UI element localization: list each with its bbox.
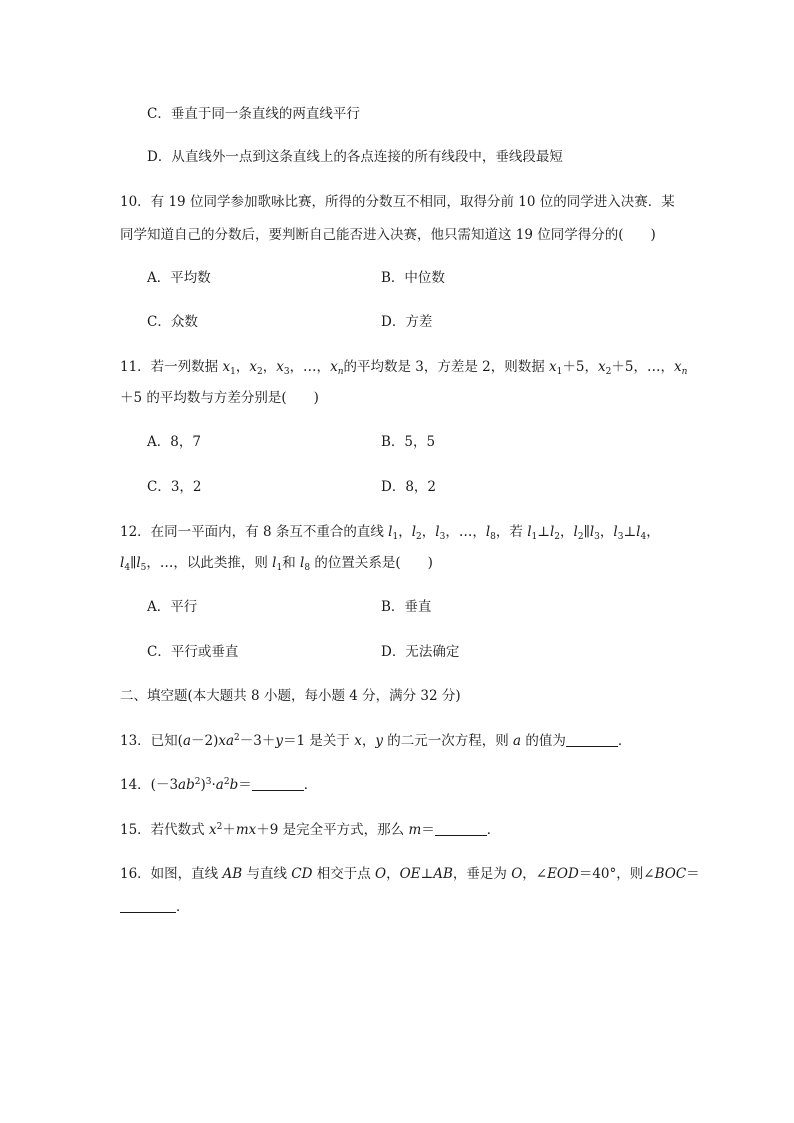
- q10-text-line1: 10．有 19 位同学参加歌咏比赛，所得的分数互不相同，取得分前 10 位的同学进入决赛．某: [120, 194, 675, 210]
- q11-text-line2: ＋5 的平均数与方差分别是( ): [120, 390, 319, 406]
- q9-option-c: C．垂直于同一条直线的两直线平行: [147, 106, 360, 122]
- q10-option-c: C．众数: [147, 314, 198, 330]
- q9-option-d: D．从直线外一点到这条直线上的各点连接的所有线段中，垂线段最短: [147, 149, 563, 165]
- q14-answer-blank[interactable]: [252, 776, 304, 791]
- q16-text-line1: 16．如图，直线 AB 与直线 CD 相交于点 O，OE⊥AB，垂足为 O，∠EOD＝40°，则∠BOC＝: [120, 866, 700, 882]
- q10-text-line2: 同学知道自己的分数后，要判断自己能否进入决赛，他只需知道这 19 位同学得分的( ): [120, 227, 656, 243]
- q13-text: 13．已知$(a-2)xa^2-3+y=1$ 是关于 x，y 的二元一次方程，则 a 的值为 ．: [120, 733, 632, 749]
- q11-option-c: C．3，2: [147, 479, 202, 495]
- q11-text-line1: 11．若一列数据 $x_1$，$x_2$，$x_3$，…，$x_n$的平均数是 3，方差是 2，则数据 $x_1+5$，$x_2+5$，…，$x_n$: [120, 359, 688, 377]
- q11-option-a: A．8，7: [147, 434, 201, 450]
- q15-answer-blank[interactable]: [435, 821, 487, 836]
- q14-text: 14．$(-3ab^2)^3\cdot a^2b=$ ．: [120, 777, 318, 793]
- q12-option-b: B．垂直: [381, 599, 432, 615]
- q16-text-line2: ．: [120, 897, 190, 917]
- q12-text-line2: $l_4\parallel l_5$，…，以此类推，则 $l_1$和 $l_8$ 的位置关系是( ): [120, 555, 433, 573]
- q12-text-line1: 12．在同一平面内，有 8 条互不重合的直线 $l_1$，$l_2$，$l_3$，…，$l_8$，若 $l_1\perp l_2$，$l_2\parallel l_3$，$l_3\perp l_4$，: [120, 524, 660, 542]
- section-heading: 二、填空题(本大题共 8 小题，每小题 4 分，满分 32 分): [120, 688, 461, 704]
- q10-option-a: A．平均数: [147, 270, 211, 286]
- q10-option-d: D．方差: [381, 314, 433, 330]
- q11-option-b: B．5，5: [381, 434, 436, 450]
- q10-option-b: B．中位数: [381, 270, 445, 286]
- q13-answer-blank[interactable]: [566, 732, 618, 747]
- q16-answer-blank[interactable]: [120, 898, 176, 913]
- q12-option-c: C．平行或垂直: [147, 644, 239, 660]
- q12-option-a: A．平行: [147, 599, 198, 615]
- q12-option-d: D．无法确定: [381, 644, 460, 660]
- q11-option-d: D．8，2: [381, 479, 437, 495]
- q15-text: 15．若代数式 $x^2+mx+9$ 是完全平方式，那么 m＝ ．: [120, 822, 501, 838]
